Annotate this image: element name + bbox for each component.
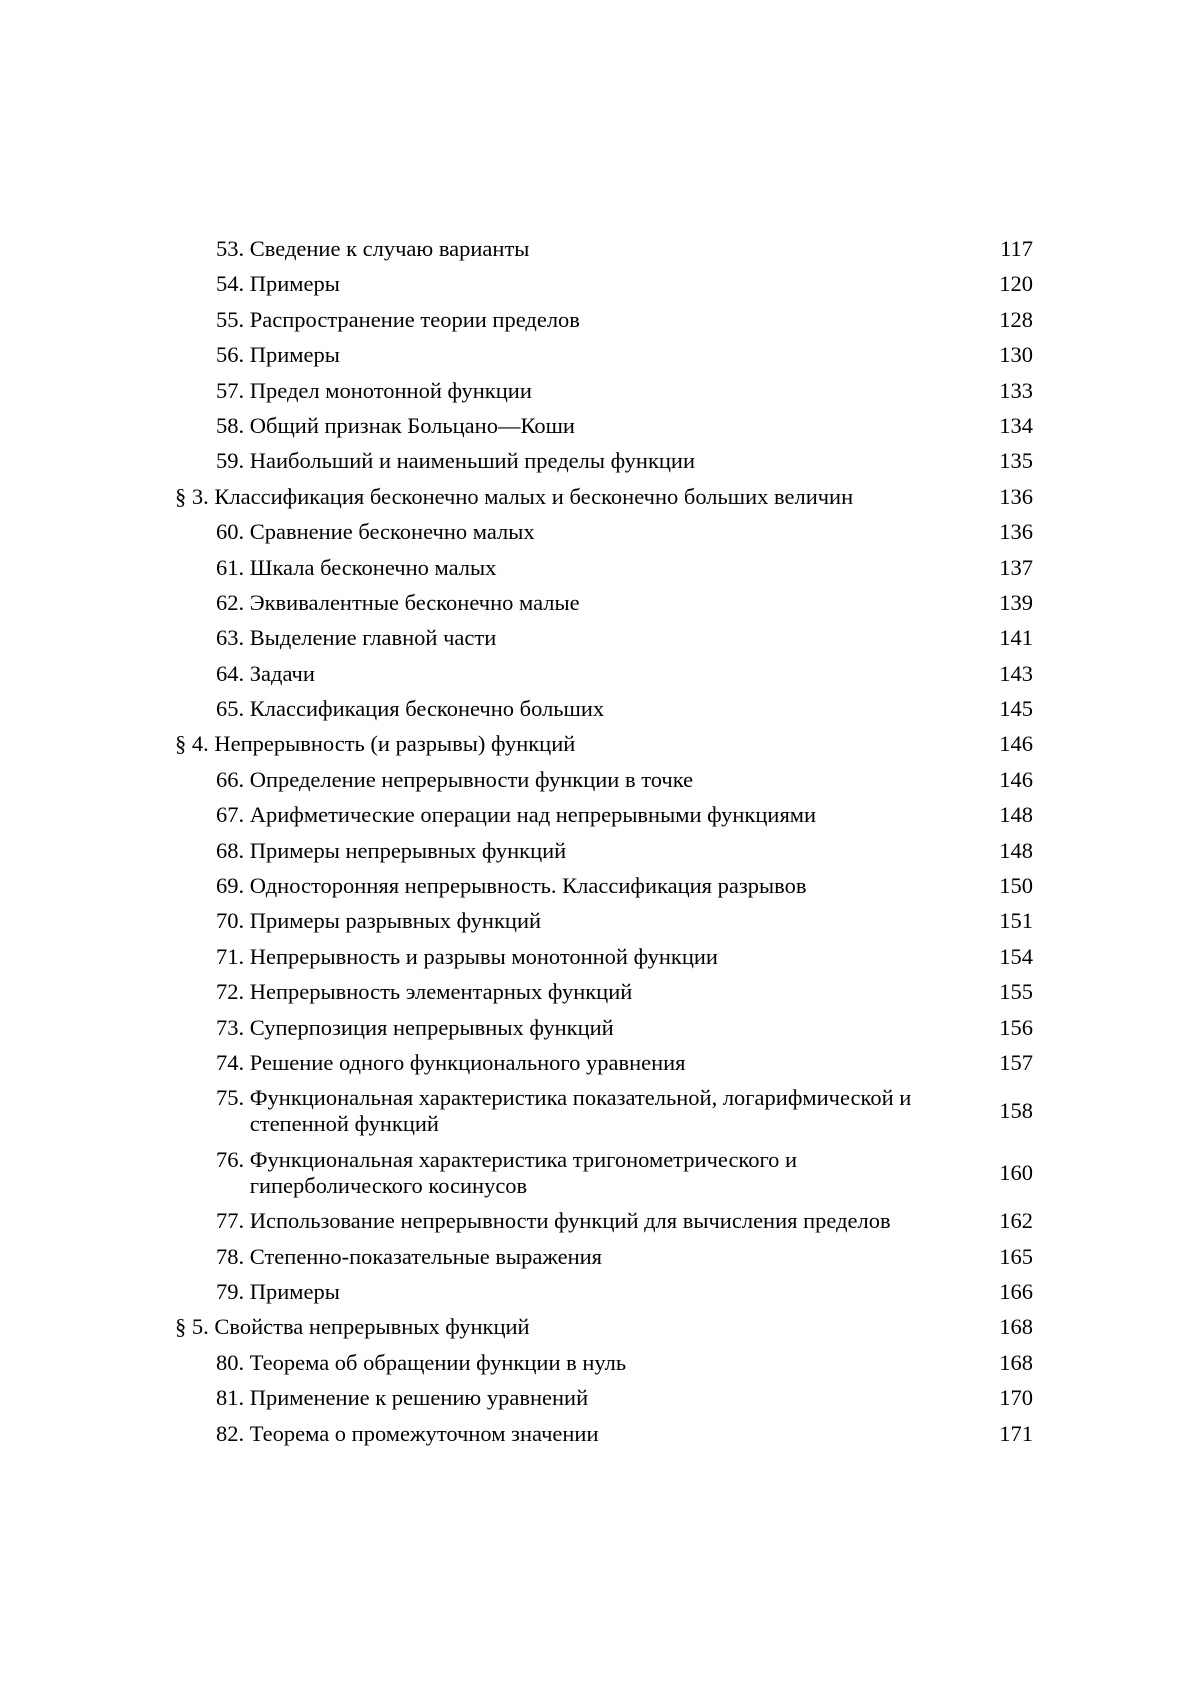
- entry-page: 160: [999, 1159, 1033, 1185]
- entry-number: 72.: [216, 979, 250, 1005]
- entry-number: 57.: [216, 377, 250, 403]
- entry-page: 151: [999, 908, 1033, 934]
- toc-entry-53: [175, 236, 1033, 262]
- toc-entry-77: [175, 1208, 1033, 1234]
- toc-entry-78: [175, 1244, 1033, 1270]
- entry-title: Примеры: [249, 271, 340, 297]
- entry-number: 75.: [216, 1085, 250, 1111]
- toc-section-5: [175, 1314, 1033, 1340]
- entry-title: Примеры: [249, 342, 340, 368]
- entry-title: Предел монотонной функции: [249, 377, 532, 403]
- entry-page: 155: [999, 979, 1033, 1005]
- entry-title: Непрерывность элементарных функций: [249, 979, 633, 1005]
- entry-title: Применение к решению уравнений: [249, 1385, 589, 1411]
- entry-title: Эквивалентные бесконечно малые: [249, 589, 580, 615]
- toc-entry-59: [175, 448, 1033, 474]
- entry-page: 141: [999, 625, 1033, 651]
- toc-entry-73: [175, 1015, 1033, 1041]
- toc-entry-75: [175, 1085, 1033, 1137]
- toc-entry-63: [175, 625, 1033, 651]
- entry-number: 61.: [216, 554, 250, 580]
- entry-page: 162: [999, 1208, 1033, 1234]
- entry-title: Непрерывность и разрывы монотонной функции: [249, 943, 718, 969]
- section-title: Классификация бесконечно малых и бесконечно больших величин: [214, 483, 854, 509]
- toc-entry-82: [175, 1421, 1033, 1447]
- entry-page: 145: [999, 696, 1033, 722]
- entry-page: 117: [1000, 236, 1033, 261]
- entry-number: 55.: [216, 306, 250, 332]
- entry-number: 82.: [216, 1420, 250, 1446]
- entry-number: 81.: [216, 1385, 250, 1411]
- entry-number: 63.: [216, 625, 250, 651]
- entry-page: 170: [999, 1385, 1033, 1411]
- entry-number: 73.: [216, 1014, 250, 1040]
- entry-number: 77.: [216, 1208, 250, 1234]
- entry-title: Распространение теории пределов: [249, 306, 580, 332]
- entry-page: 146: [999, 766, 1033, 792]
- entry-number: 70.: [216, 908, 250, 934]
- toc-entry-71: [175, 944, 1033, 970]
- toc-section-3: [175, 484, 1033, 510]
- entry-page: 168: [999, 1314, 1033, 1340]
- entry-title: Функциональная характеристика показательной, логарифмической и степенной функций: [249, 1085, 912, 1137]
- section-number: § 4.: [175, 731, 215, 757]
- entry-number: 69.: [216, 873, 250, 899]
- entry-number: 78.: [216, 1243, 250, 1269]
- entry-title: Использование непрерывности функций для вычисления пределов: [249, 1208, 891, 1234]
- entry-page: 133: [999, 377, 1033, 403]
- entry-page: 157: [999, 1049, 1033, 1075]
- entry-number: 65.: [216, 696, 250, 722]
- entry-page: 128: [999, 306, 1033, 332]
- entry-title: Функциональная характеристика тригонометрического и гиперболического косинусов: [249, 1146, 798, 1198]
- toc-entry-62: [175, 590, 1033, 616]
- entry-title: Наибольший и наименьший пределы функции: [249, 448, 695, 474]
- entry-number: 79.: [216, 1278, 250, 1304]
- entry-number: 60.: [216, 519, 250, 545]
- entry-number: 74.: [216, 1049, 250, 1075]
- entry-number: 64.: [216, 660, 250, 686]
- toc-entry-64: [175, 661, 1033, 687]
- entry-number: 59.: [216, 448, 250, 474]
- toc-entry-66: [175, 767, 1033, 793]
- entry-title: Степенно-показательные выражения: [249, 1243, 603, 1269]
- entry-title: Общий признак Больцано—Коши: [249, 412, 575, 438]
- toc-entry-55: [175, 307, 1033, 333]
- toc-entry-74: [175, 1050, 1033, 1076]
- entry-page: 120: [999, 271, 1033, 297]
- entry-title: Примеры разрывных функций: [249, 908, 542, 934]
- entry-page: 154: [999, 943, 1033, 969]
- entry-title: Односторонняя непрерывность. Классификация разрывов: [249, 873, 807, 899]
- entry-title: Определение непрерывности функции в точке: [249, 766, 694, 792]
- toc-entry-58: [175, 413, 1033, 439]
- section-number: § 5.: [175, 1314, 215, 1340]
- entry-page: 130: [999, 342, 1033, 368]
- entry-number: 80.: [216, 1349, 250, 1375]
- toc-entry-60: [175, 519, 1033, 545]
- toc-entry-54: [175, 271, 1033, 297]
- entry-title: Задачи: [249, 660, 315, 686]
- entry-number: 68.: [216, 837, 250, 863]
- entry-title: Классификация бесконечно больших: [249, 696, 605, 722]
- toc-entry-69: [175, 873, 1033, 899]
- entry-title: Выделение главной части: [249, 625, 497, 651]
- toc-entry-80: [175, 1350, 1033, 1376]
- entry-title: Теорема о промежуточном значении: [249, 1420, 599, 1446]
- entry-page: 146: [999, 731, 1033, 757]
- toc-entry-57: [175, 378, 1033, 404]
- toc-entry-79: [175, 1279, 1033, 1305]
- entry-page: 139: [999, 589, 1033, 615]
- entry-page: 136: [999, 483, 1033, 509]
- toc-section-4: [175, 731, 1033, 757]
- entry-title: Примеры: [249, 1278, 340, 1304]
- section-title: Непрерывность (и разрывы) функций: [214, 731, 576, 757]
- entry-page: 156: [999, 1014, 1033, 1040]
- toc-entry-81: [175, 1385, 1033, 1411]
- entry-title: Арифметические операции над непрерывными функциями: [249, 802, 817, 828]
- entry-title: Сведение к случаю варианты: [249, 236, 530, 261]
- entry-number: 76.: [216, 1146, 250, 1172]
- entry-page: 168: [999, 1349, 1033, 1375]
- entry-title: Сравнение бесконечно малых: [249, 519, 535, 545]
- entry-page: 134: [999, 412, 1033, 438]
- entry-page: 135: [999, 448, 1033, 474]
- entry-number: 58.: [216, 412, 250, 438]
- entry-number: 71.: [216, 943, 250, 969]
- entry-page: 166: [999, 1278, 1033, 1304]
- section-title: Свойства непрерывных функций: [214, 1314, 530, 1340]
- entry-page: 171: [999, 1420, 1033, 1446]
- entry-page: 148: [999, 802, 1033, 828]
- entry-number: 62.: [216, 589, 250, 615]
- entry-title: Шкала бесконечно малых: [249, 554, 497, 580]
- entry-number: 56.: [216, 342, 250, 368]
- entry-page: 165: [999, 1243, 1033, 1269]
- entry-title: Решение одного функционального уравнения: [249, 1049, 686, 1075]
- section-number: § 3.: [175, 483, 215, 509]
- entry-page: 137: [999, 554, 1033, 580]
- toc-entry-56: [175, 342, 1033, 368]
- entry-number: 67.: [216, 802, 250, 828]
- toc-entry-72: [175, 979, 1033, 1005]
- entry-page: 143: [999, 660, 1033, 686]
- toc-entry-65: [175, 696, 1033, 722]
- entry-page: 136: [999, 519, 1033, 545]
- entry-page: 158: [999, 1098, 1033, 1124]
- table-of-contents: [175, 236, 1033, 1456]
- entry-title: Суперпозиция непрерывных функций: [249, 1014, 614, 1040]
- toc-entry-70: [175, 908, 1033, 934]
- toc-entry-67: [175, 802, 1033, 828]
- toc-entry-76: [175, 1147, 1033, 1199]
- entry-number: 53.: [216, 236, 250, 261]
- entry-title: Теорема об обращении функции в нуль: [249, 1349, 627, 1375]
- entry-number: 66.: [216, 766, 250, 792]
- toc-entry-61: [175, 555, 1033, 581]
- entry-title: Примеры непрерывных функций: [249, 837, 567, 863]
- entry-page: 148: [999, 837, 1033, 863]
- entry-number: 54.: [216, 271, 250, 297]
- entry-page: 150: [999, 873, 1033, 899]
- toc-entry-68: [175, 838, 1033, 864]
